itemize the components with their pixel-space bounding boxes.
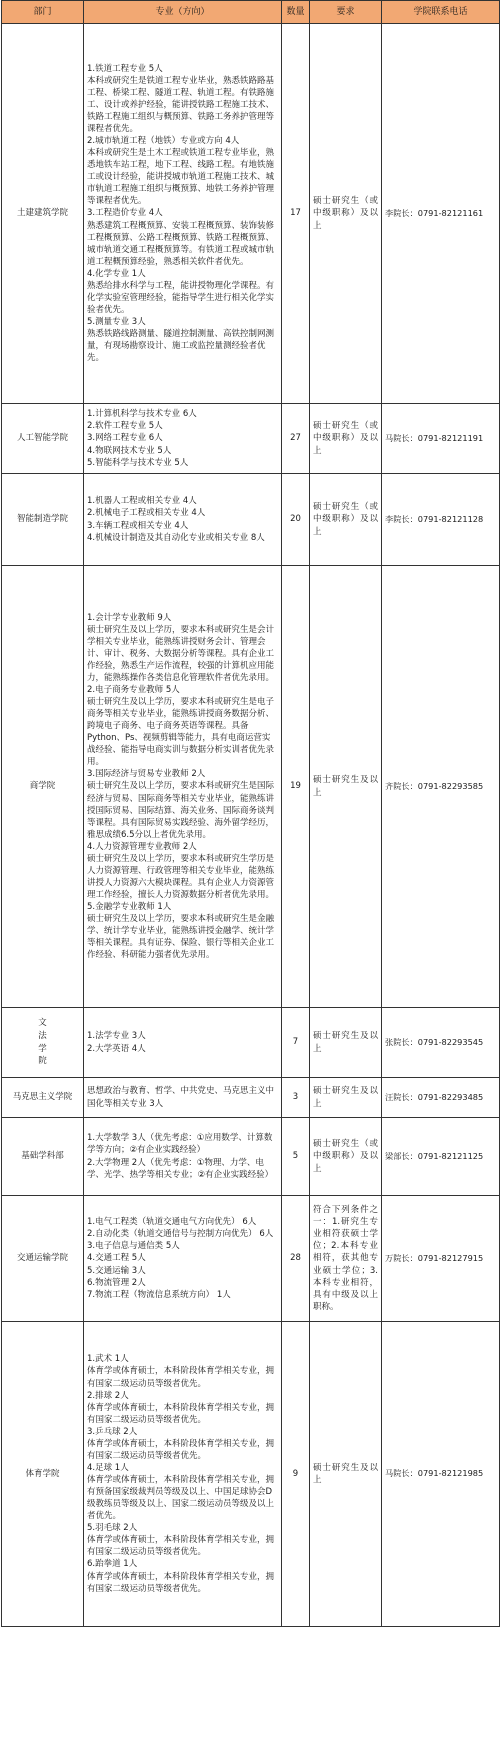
major-line: 熟悉建筑工程概预算、安装工程概预算、装饰装修工程概预算、公路工程概预算、铁路工程概预算、城市轨道交通工程概预算等。有铁道工程或城市轨道工程概预算经验，熟悉相关软件者优先。 <box>87 220 275 267</box>
dept-cell <box>2 404 84 474</box>
major-line: 熟悉铁路线路测量、隧道控制测量、高铁控制网测量，有现场勘察设计、施工或监控量测经验者优先。 <box>87 329 275 364</box>
count-cell: 20 <box>282 474 310 566</box>
dept-name: 土建建筑学院 <box>16 208 68 219</box>
major-line: 硕士研究生及以上学历，要求本科或研究生学历是人力资源管理、行政管理等相关专业毕业，能熟练讲授人力资源六大模块课程。具有企业人力资源管理工作经验，擅长人力资源数据分析者优先录用。 <box>87 853 275 901</box>
major-line: 3.乒乓球 2人 <box>87 1426 138 1437</box>
requirement-cell: 硕士研究生及以上 <box>310 1078 382 1118</box>
major-line: 4.机械设计制造及其自动化专业或相关专业 8人 <box>87 532 265 543</box>
major-line: 6.物流管理 2人 <box>87 1277 146 1288</box>
table-row <box>2 1008 500 1078</box>
major-cell <box>84 1008 282 1078</box>
major-line: 6.跆拳道 1人 <box>87 1559 138 1570</box>
major-line: 5.交通运输 3人 <box>87 1265 146 1276</box>
count-cell: 3 <box>282 1078 310 1118</box>
requirement-cell: 符合下列条件之一：1.研究生专业相符获硕士学位；2.本科专业相符，获其他专业硕士学位；3.本科专业相符，具有中级及以上职称。 <box>310 1196 382 1322</box>
dept-name: 智能制造学院 <box>16 514 68 525</box>
count-cell: 9 <box>282 1322 310 1627</box>
phone-cell: 齐院长：0791-82293585 <box>382 566 500 1008</box>
major-line: 体育学或体育硕士，本科阶段体育学相关专业，拥有国家二级运动员等级者优先。 <box>87 1402 275 1425</box>
major-line: 2.排球 2人 <box>87 1390 129 1401</box>
major-line: 3.电子信息与通信类 5人 <box>87 1241 180 1252</box>
header-count: 数量 <box>282 1 310 24</box>
major-line: 4.人力资源管理专业教师 2人 <box>87 841 197 852</box>
major-line: 2.软件工程专业 5人 <box>87 421 163 432</box>
phone-cell: 汪院长：0791-82293485 <box>382 1078 500 1118</box>
major-line: 硕士研究生及以上学历，要求本科或研究生是电子商务等相关专业毕业，能熟练讲授商务数据分析、跨境电子商务、电子商务英语等课程。具备Python、Ps、视频剪辑等能力，具有电商运营实战经验、能指导电商实训与数据分析实训者优先录用。 <box>87 697 275 768</box>
phone-cell: 万院长：0791-82127915 <box>382 1196 500 1322</box>
dept-cell <box>2 1008 84 1078</box>
major-line: 7.物流工程（物流信息系统方向） 1人 <box>87 1289 231 1300</box>
requirement-cell: 硕士研究生（或中级职称）及以上 <box>310 404 382 474</box>
major-line: 1.电气工程类（轨道交通电气方向优先） 6人 <box>87 1217 257 1228</box>
table-header <box>2 1 500 24</box>
major-line: 4.物联网技术专业 5人 <box>87 445 172 456</box>
dept-cell <box>2 1118 84 1196</box>
dept-name: 马克思主义学院 <box>12 1092 73 1103</box>
major-line: 本科或研究生是土木工程或铁道工程专业毕业，熟悉地铁车站工程，地下工程、线路工程。有地铁施工或设计经验，能讲授城市轨道工程施工技术、城市轨道工程施工组织与概预算、地铁工务养护管理等课程者优先。 <box>87 148 275 207</box>
major-line: 1.武术 1人 <box>87 1354 129 1365</box>
major-cell <box>84 1196 282 1322</box>
major-line: 5.测量专业 3人 <box>87 317 146 328</box>
major-line: 硕士研究生及以上学历，要求本科或研究生是国际经济与贸易、国际商务等相关专业毕业，能熟练讲授国际贸易、国际结算、海关业务、国际商务谈判等课程。具有国际贸易实践经验、海外留学经历，雅思成绩6.5分以上者优先录用。 <box>87 781 275 840</box>
major-cell <box>84 404 282 474</box>
major-line: 3.网络工程专业 6人 <box>87 433 163 444</box>
dept-cell <box>2 1196 84 1322</box>
phone-cell: 李院长：0791-82121128 <box>382 474 500 566</box>
major-line: 1.法学专业 3人 <box>87 1031 146 1042</box>
major-line: 5.金融学专业教师 1人 <box>87 902 172 913</box>
requirement-cell: 硕士研究生及以上 <box>310 1322 382 1627</box>
major-line: 思想政治与教育、哲学、中共党史、马克思主义中国化等相关专业 3人 <box>87 1086 275 1109</box>
table-body <box>2 24 500 1627</box>
count-cell: 19 <box>282 566 310 1008</box>
major-line: 4.化学专业 1人 <box>87 268 146 279</box>
major-line: 体育学或体育硕士，本科阶段体育学相关专业，拥有国家二级运动员等级者优先。 <box>87 1438 275 1461</box>
table-row <box>2 404 500 474</box>
requirement-cell: 硕士研究生（或中级职称）及以上 <box>310 1118 382 1196</box>
table-row <box>2 1118 500 1196</box>
dept-name: 人工智能学院 <box>16 433 68 444</box>
header-major: 专业（方向） <box>84 1 282 24</box>
major-line: 体育学或体育硕士，本科阶段体育学相关专业，拥有预备国家级裁判员等级及以上、中国足球协会D级教练员等级及以上、国家二级运动员等级及以上者优先。 <box>87 1475 275 1522</box>
phone-cell: 马院长：0791-82121191 <box>382 404 500 474</box>
major-line: 1.会计学专业教师 9人 <box>87 612 172 623</box>
major-line: 4.交通工程 5人 <box>87 1253 146 1264</box>
dept-name: 文法学院 <box>38 1018 47 1067</box>
phone-cell: 马院长：0791-82121985 <box>382 1322 500 1627</box>
count-cell: 28 <box>282 1196 310 1322</box>
major-line: 1.计算机科学与技术专业 6人 <box>87 409 197 420</box>
dept-name: 基础学科部 <box>21 1151 64 1162</box>
major-line: 1.大学数学 3人（优先考虑：①应用数学、计算数学等方向；②有企业实践经验） <box>87 1133 273 1156</box>
dept-cell <box>2 1322 84 1627</box>
dept-cell <box>2 474 84 566</box>
table-row <box>2 474 500 566</box>
major-line: 2.自动化类（轨道交通信号与控制方向优先） 6人 <box>87 1229 274 1240</box>
dept-cell <box>2 566 84 1008</box>
major-line: 硕士研究生及以上学历，要求本科或研究生是会计学相关专业毕业，能熟练讲授财务会计、管理会计、审计、税务、大数据分析等课程。具有企业工作经验，熟悉生产运作流程，较强的计算机应用能力，能熟练操作各类信息化管理软件者优先录用。 <box>87 624 275 683</box>
count-cell: 5 <box>282 1118 310 1196</box>
count-cell: 17 <box>282 24 310 404</box>
requirement-cell: 硕士研究生（或中级职称）及以上 <box>310 474 382 566</box>
phone-cell: 梁部长：0791-82121125 <box>382 1118 500 1196</box>
major-line: 2.大学英语 4人 <box>87 1043 146 1054</box>
table-row <box>2 1322 500 1627</box>
requirement-cell: 硕士研究生及以上 <box>310 1008 382 1078</box>
major-line: 体育学或体育硕士，本科阶段体育学相关专业，拥有国家二级运动员等级者优先。 <box>87 1366 275 1389</box>
recruitment-table <box>1 0 500 1627</box>
dept-name: 交通运输学院 <box>16 1253 68 1264</box>
count-cell: 27 <box>282 404 310 474</box>
dept-cell <box>2 24 84 404</box>
table-row <box>2 566 500 1008</box>
major-line: 2.大学物理 2人（优先考虑：①物理、力学、电学、光学、热学等相关专业；②有企业实践经验） <box>87 1157 274 1180</box>
major-line: 1.机器人工程或相关专业 4人 <box>87 496 197 507</box>
major-line: 2.机械电子工程或相关专业 4人 <box>87 508 206 519</box>
major-line: 硕士研究生及以上学历，要求本科或研究生是金融学、统计学专业毕业，能熟练讲授金融学、统计学等相关课程。具有证券、保险、银行等相关企业工作经验、科研能力强者优先录用。 <box>87 914 275 961</box>
header-requirement: 要求 <box>310 1 382 24</box>
major-cell <box>84 1078 282 1118</box>
major-line: 体育学或体育硕士，本科阶段体育学相关专业，拥有国家二级运动员等级者优先。 <box>87 1571 275 1594</box>
major-cell <box>84 566 282 1008</box>
major-line: 2.电子商务专业教师 5人 <box>87 684 180 695</box>
major-line: 熟悉给排水科学与工程，能讲授物理化学课程。有化学实验室管理经验，能指导学生进行相关化学实验者优先。 <box>87 280 275 315</box>
phone-cell: 李院长：0791-82121161 <box>382 24 500 404</box>
header-dept: 部门 <box>2 1 84 24</box>
dept-cell <box>2 1078 84 1118</box>
major-cell <box>84 474 282 566</box>
header-row <box>2 1 500 24</box>
major-cell <box>84 24 282 404</box>
major-line: 1.铁道工程专业 5人 <box>87 63 163 74</box>
dept-name: 体育学院 <box>25 1468 60 1479</box>
header-phone: 学院联系电话 <box>382 1 500 24</box>
major-line: 3.国际经济与贸易专业教师 2人 <box>87 769 206 780</box>
table-row <box>2 1196 500 1322</box>
major-line: 5.羽毛球 2人 <box>87 1523 138 1534</box>
dept-name: 商学院 <box>29 781 56 792</box>
table-row <box>2 24 500 404</box>
requirement-cell: 硕士研究生（或中级职称）及以上 <box>310 24 382 404</box>
major-cell <box>84 1322 282 1627</box>
major-line: 3.工程造价专业 4人 <box>87 208 163 219</box>
major-line: 2.城市轨道工程（地铁）专业或方向 4人 <box>87 136 240 147</box>
major-line: 本科或研究生是铁道工程专业毕业，熟悉铁路路基工程、桥梁工程、隧道工程、轨道工程。有铁路施工、设计或养护经验，能讲授铁路工程施工技术、铁路工程施工组织与概预算、铁路工务养护管理等课程者优先。 <box>87 75 275 135</box>
major-line: 3.车辆工程或相关专业 4人 <box>87 520 189 531</box>
table-row <box>2 1078 500 1118</box>
major-line: 4.足球 1人 <box>87 1462 129 1473</box>
major-line: 5.智能科学与技术专业 5人 <box>87 457 189 468</box>
requirement-cell: 硕士研究生及以上 <box>310 566 382 1008</box>
major-line: 体育学或体育硕士，本科阶段体育学相关专业，拥有国家二级运动员等级者优先。 <box>87 1535 275 1558</box>
major-cell <box>84 1118 282 1196</box>
count-cell: 7 <box>282 1008 310 1078</box>
phone-cell: 张院长：0791-82293545 <box>382 1008 500 1078</box>
